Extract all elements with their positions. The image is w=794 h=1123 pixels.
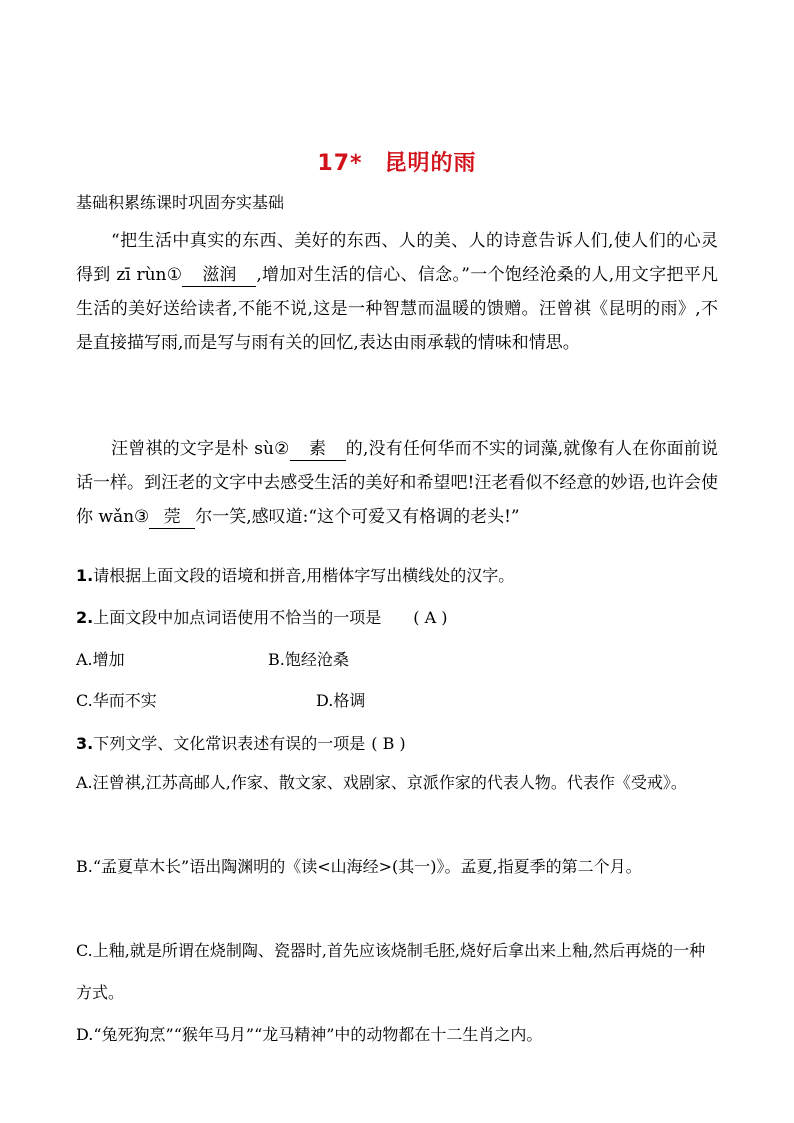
answer-blank-2: 素 bbox=[290, 438, 346, 461]
lesson-number: 17* bbox=[317, 151, 363, 176]
question-2-option-a: A.增加 bbox=[76, 650, 125, 669]
lesson-title: 昆明的雨 bbox=[384, 151, 477, 176]
question-3-option-b: B.“孟夏草木长”语出陶渊明的《读<山海经>(其一)》。孟夏,指夏季的第二个月。 bbox=[76, 857, 642, 876]
answer-blank-1: 滋润 bbox=[182, 264, 256, 287]
question-3-number: 3. bbox=[76, 734, 94, 753]
question-3-option-d: D.“兔死狗烹”“猴年马月”“龙马精神”中的动物都在十二生肖之内。 bbox=[76, 1025, 543, 1044]
passage-paragraph-1 bbox=[76, 224, 718, 360]
question-2 bbox=[76, 607, 447, 629]
para1-text-a: “把生活中真实的东西、美好的东西、人的美、人的诗意告诉人们,使人们的心灵得到 zī rùn① bbox=[76, 231, 718, 285]
question-1-text: 请根据上面文段的语境和拼音,用楷体字写出横线处的汉字。 bbox=[93, 566, 515, 585]
para1-text-b: ,增加对生活的信心、信念。”一个饱经沧桑的人,用文字把平凡生活的美好送给读者,不能不说,这是一种智慧而温暖的馈赠。汪曾祺《昆明的雨》,不是直接描写雨,而是写与雨有关的回忆,表达由雨承载的情味和情思。 bbox=[76, 265, 718, 353]
para2-text-c: 尔一笑,感叹道:“这个可爱又有格调的老头!” bbox=[195, 507, 520, 527]
question-1 bbox=[76, 565, 514, 587]
para2-text-a: 汪曾祺的文字是朴 sù② bbox=[111, 439, 290, 459]
answer-blank-3: 莞 bbox=[149, 506, 195, 529]
page-title bbox=[0, 146, 794, 177]
question-2-number: 2. bbox=[76, 608, 94, 627]
question-3-option-a: A.汪曾祺,江苏高邮人,作家、散文家、戏剧家、京派作家的代表人物。代表作《受戒》。 bbox=[76, 773, 687, 792]
question-3-answer: ( B ) bbox=[371, 734, 406, 753]
question-2-answer: ( A ) bbox=[413, 608, 448, 627]
para2-text-b: 的,没有任何华而不实的词藻,就像有人在你面前说话一样。到汪老的文字中去感受生活的美好和希望吧!汪老看似不经意的妙语,也许会使你 wǎn③ bbox=[76, 439, 718, 527]
question-2-text: 上面文段中加点词语使用不恰当的一项是 bbox=[93, 608, 382, 627]
passage-paragraph-2 bbox=[76, 432, 718, 534]
question-2-option-c: C.华而不实 bbox=[76, 691, 157, 710]
question-1-number: 1. bbox=[76, 566, 94, 585]
section-label: 基础积累练课时巩固夯实基础 bbox=[76, 193, 285, 212]
question-3-option-c: C.上釉,就是所谓在烧制陶、瓷器时,首先应该烧制毛胚,烧好后拿出来上釉,然后再烧的一种方式。 bbox=[76, 941, 706, 1002]
question-2-option-b: B.饱经沧桑 bbox=[268, 650, 349, 669]
question-2-option-d: D.格调 bbox=[316, 691, 366, 710]
question-3 bbox=[76, 733, 406, 755]
question-3-text: 下列文学、文化常识表述有误的一项是 bbox=[93, 734, 366, 753]
